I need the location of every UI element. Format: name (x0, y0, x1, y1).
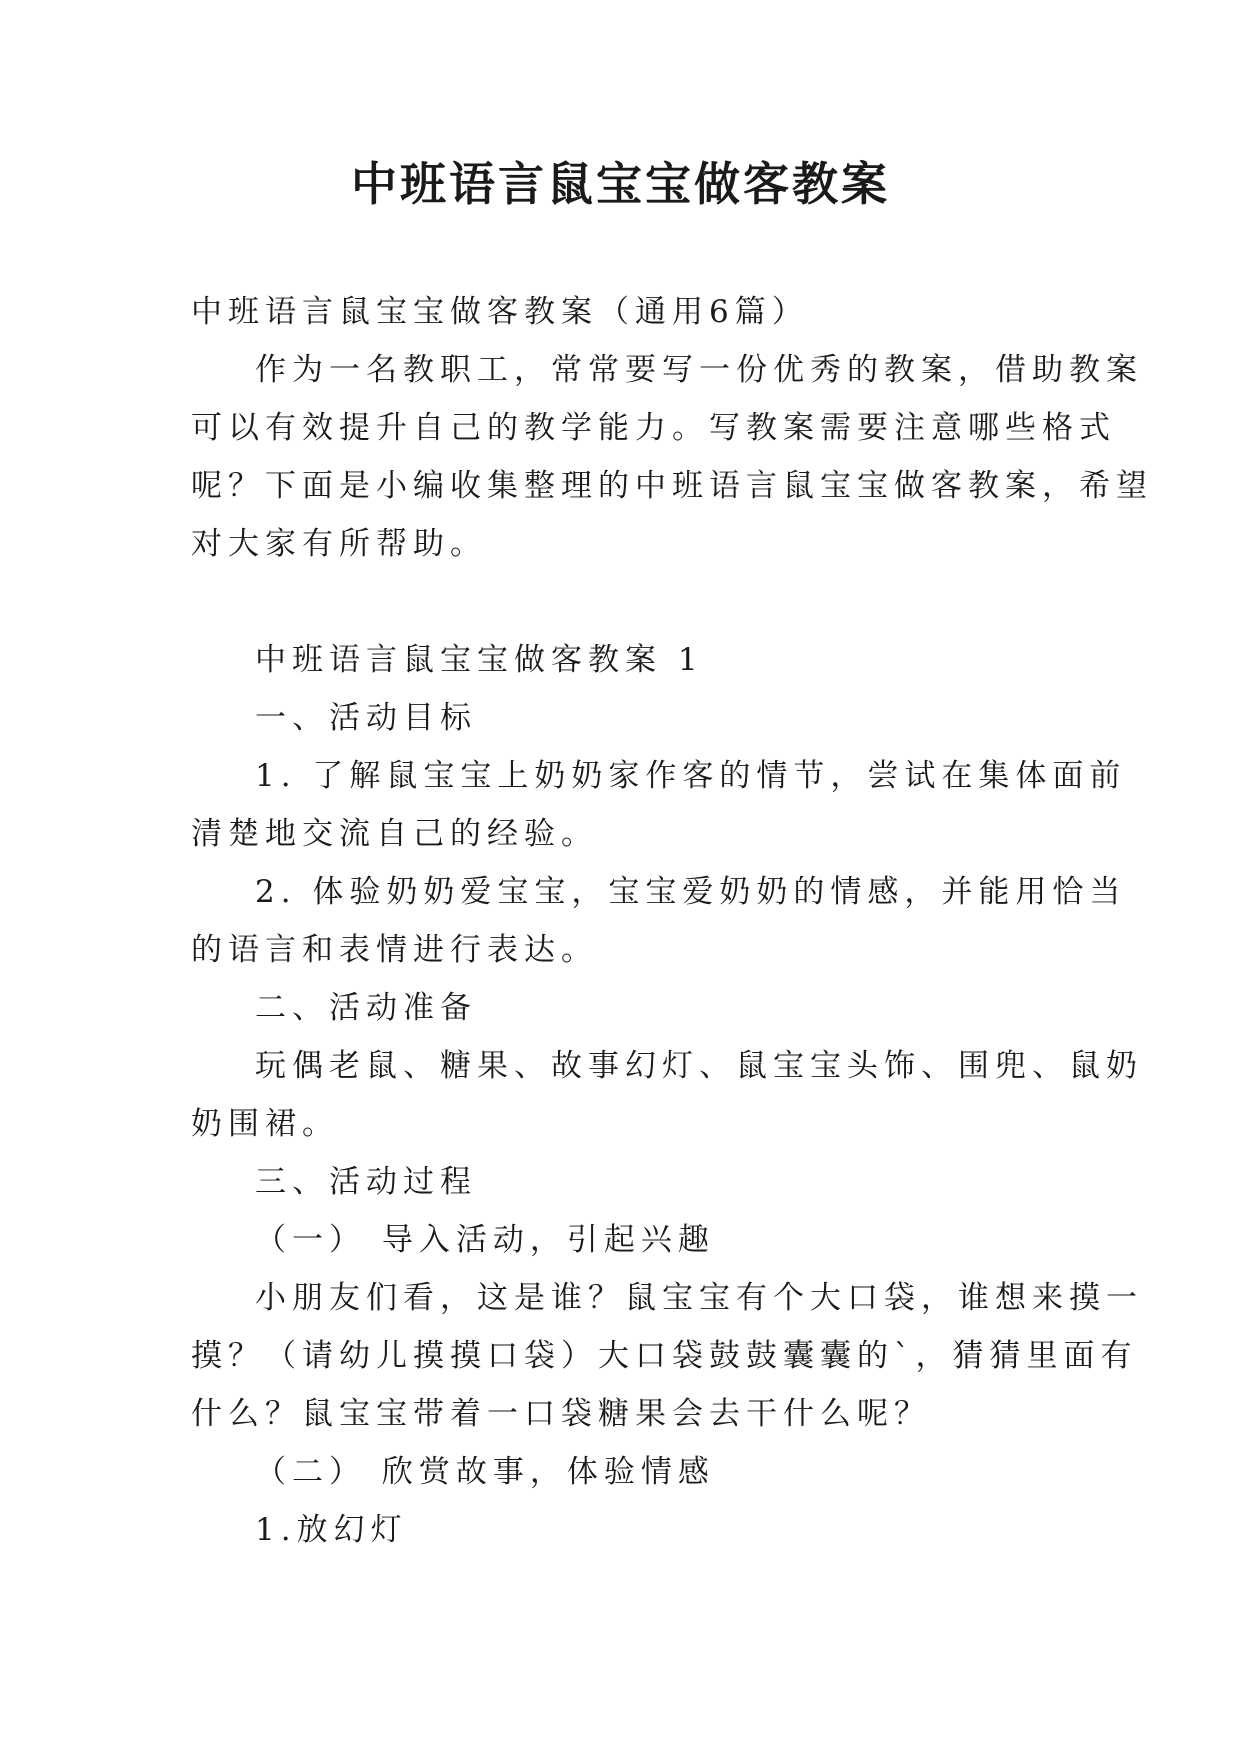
paragraph-line: 的语言和表情进行表达。 (191, 932, 598, 968)
subsection-heading: （二） 欣赏故事，体验情感 (255, 1454, 715, 1490)
document-title: 中班语言鼠宝宝做客教案 (351, 157, 890, 211)
paragraph-line: 1.放幻灯 (255, 1512, 408, 1548)
paragraph-line: 2. 体验奶奶爱宝宝，宝宝爱奶奶的情感，并能用恰当 (255, 874, 1127, 910)
section-heading: 中班语言鼠宝宝做客教案 1 (255, 642, 704, 678)
section-heading: 二、活动准备 (255, 990, 477, 1026)
paragraph-line: 清楚地交流自己的经验。 (191, 816, 598, 852)
subtitle-line: 中班语言鼠宝宝做客教案（通用6篇） (191, 294, 809, 330)
paragraph-line: 摸？（请幼儿摸摸口袋）大口袋鼓鼓囊囊的`，猜猜里面有 (191, 1338, 1138, 1374)
paragraph-line: 玩偶老鼠、糖果、故事幻灯、鼠宝宝头饰、围兜、鼠奶 (255, 1048, 1143, 1084)
section-heading: 三、活动过程 (255, 1164, 477, 1200)
paragraph-line: 什么？鼠宝宝带着一口袋糖果会去干什么呢？ (191, 1396, 931, 1432)
paragraph-line: 奶围裙。 (191, 1106, 339, 1142)
subsection-heading: （一） 导入活动，引起兴趣 (255, 1222, 715, 1258)
paragraph-line: 1. 了解鼠宝宝上奶奶家作客的情节，尝试在集体面前 (255, 758, 1127, 794)
paragraph-line: 呢？下面是小编收集整理的中班语言鼠宝宝做客教案，希望 (191, 468, 1153, 504)
paragraph-line: 对大家有所帮助。 (191, 526, 487, 562)
paragraph-line: 作为一名教职工，常常要写一份优秀的教案，借助教案 (255, 352, 1143, 388)
section-heading: 一、活动目标 (255, 700, 477, 736)
paragraph-line: 可以有效提升自己的教学能力。写教案需要注意哪些格式 (191, 410, 1116, 446)
document-body (191, 283, 1153, 1559)
blank-line (191, 573, 1051, 631)
paragraph-line: 小朋友们看，这是谁？鼠宝宝有个大口袋，谁想来摸一 (255, 1280, 1143, 1316)
